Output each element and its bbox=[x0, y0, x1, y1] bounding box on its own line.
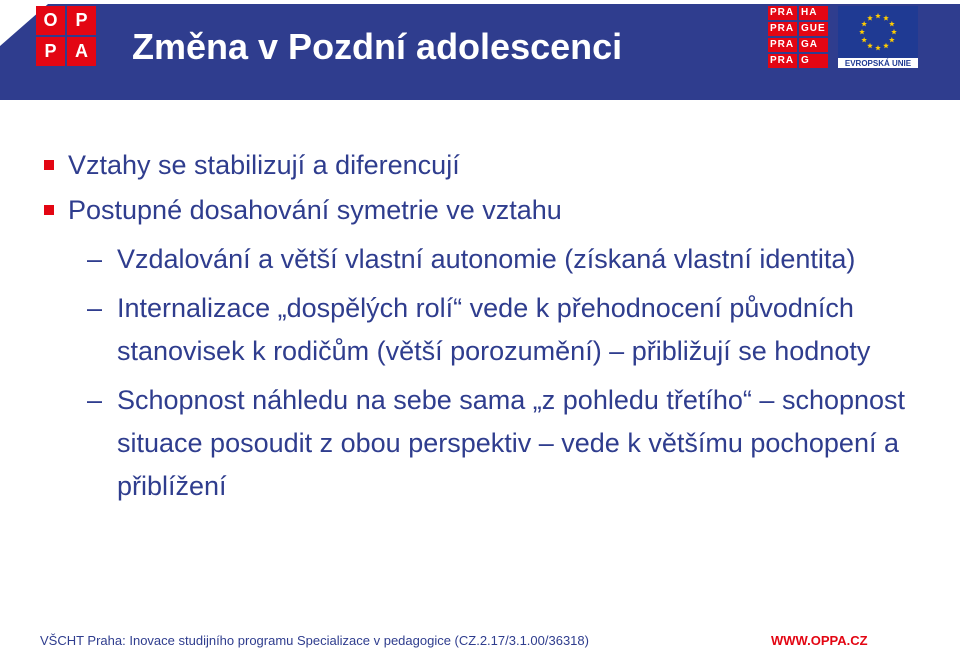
sub-bullet-text: Vzdalování a větší vlastní autonomie (získaná vlastní identita) bbox=[117, 244, 856, 274]
page-title: Změna v Pozdní adolescenci bbox=[132, 26, 623, 67]
footer-text: VŠCHT Praha: Inovace studijního programu Specializace v pedagogice (CZ.2.17/3.1.00/36318) bbox=[40, 633, 589, 648]
bullet-item bbox=[40, 193, 920, 227]
praha-logo-text: PRA bbox=[768, 22, 797, 36]
sub-bullet-text: Internalizace „dospělých rolí“ vede k přehodnocení původních stanovisek k rodičům (větší porozumění) – přibližují se hodnoty bbox=[117, 293, 871, 366]
dash-bullet-icon: – bbox=[87, 244, 103, 274]
bullet-text: Postupné dosahování symetrie ve vztahu bbox=[68, 195, 562, 225]
praha-logo-text: PRA bbox=[768, 38, 797, 52]
opp-logo-letter: P bbox=[67, 6, 96, 35]
sub-bullet-item bbox=[40, 379, 920, 508]
opp-logo-letter: P bbox=[36, 37, 65, 66]
slide-content bbox=[40, 148, 920, 514]
praha-logo-text: PRA bbox=[768, 6, 797, 20]
eu-stars-icon bbox=[838, 6, 918, 58]
eu-label: EVROPSKÁ UNIE bbox=[844, 59, 912, 68]
eu-star-icon bbox=[875, 45, 881, 50]
eu-flag-icon bbox=[838, 6, 918, 58]
praha-logo bbox=[768, 6, 828, 68]
square-bullet-icon bbox=[44, 205, 54, 215]
eu-star-icon bbox=[861, 21, 867, 26]
eu-star-icon bbox=[883, 43, 889, 48]
bullet-item bbox=[40, 148, 920, 182]
eu-star-icon bbox=[889, 37, 895, 42]
sub-bullet-text: Schopnost náhledu na sebe sama „z pohledu třetího“ – schopnost situace posoudit z obou perspektiv – vede k většímu pochopení a přiblížení bbox=[117, 385, 906, 501]
opp-logo-letter: A bbox=[67, 37, 96, 66]
praha-logo-text: GUE bbox=[799, 22, 828, 36]
eu-star-icon bbox=[875, 13, 881, 18]
sub-bullet-item bbox=[40, 287, 920, 373]
praha-logo-text: G bbox=[799, 54, 828, 68]
eu-star-icon bbox=[891, 29, 897, 34]
dash-bullet-icon: – bbox=[87, 385, 103, 415]
footer-url-link[interactable]: WWW.OPPA.CZ bbox=[771, 633, 868, 648]
bullet-text: Vztahy se stabilizují a diferencují bbox=[68, 150, 460, 180]
eu-star-icon bbox=[859, 29, 865, 34]
eu-star-icon bbox=[867, 15, 873, 20]
square-bullet-icon bbox=[44, 160, 54, 170]
praha-logo-text: PRA bbox=[768, 54, 797, 68]
praha-logo-text: GA bbox=[799, 38, 828, 52]
eu-star-icon bbox=[867, 43, 873, 48]
praha-logo-text: HA bbox=[799, 6, 828, 20]
opp-logo bbox=[36, 6, 100, 69]
opp-logo-letter: O bbox=[36, 6, 65, 35]
sub-bullet-item bbox=[40, 238, 920, 281]
eu-logo bbox=[838, 6, 918, 68]
eu-star-icon bbox=[883, 15, 889, 20]
eu-star-icon bbox=[889, 21, 895, 26]
eu-star-icon bbox=[861, 37, 867, 42]
dash-bullet-icon: – bbox=[87, 293, 103, 323]
